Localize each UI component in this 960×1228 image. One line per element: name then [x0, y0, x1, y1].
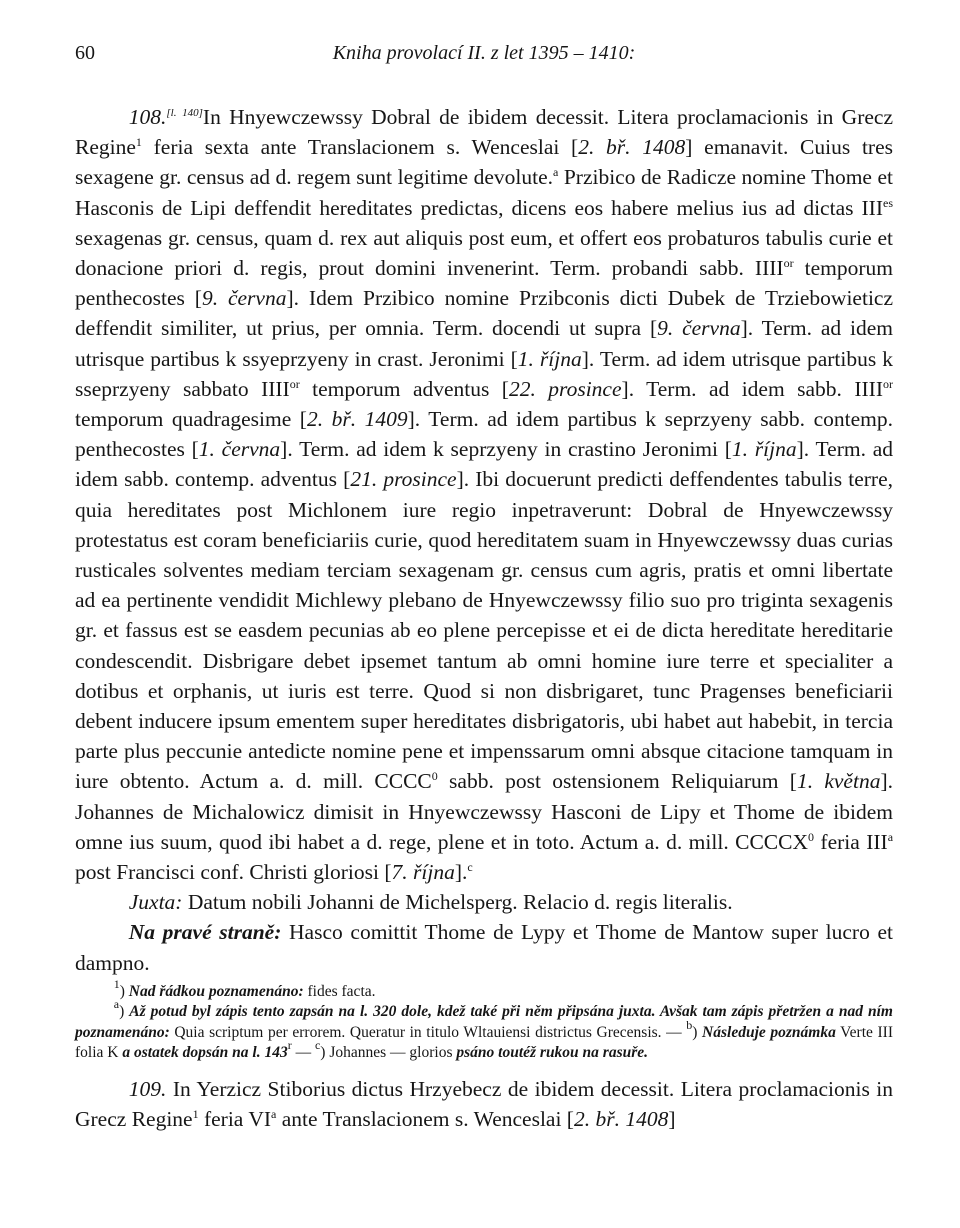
right-side-note	[75, 917, 893, 977]
superscript: r	[287, 1038, 292, 1053]
footnote-label: Následuje poznámka	[702, 1023, 836, 1041]
footnote-text: —	[291, 1044, 315, 1062]
entry-text: feria VI	[198, 1107, 272, 1132]
footnote-marker: c	[314, 1038, 321, 1053]
spacer	[75, 1064, 893, 1074]
superscript: or	[882, 376, 893, 391]
juxta-text: Datum nobili Johanni de Michelsperg. Relacio d. regis literalis.	[182, 890, 733, 915]
footnote-ref: 1	[192, 1107, 199, 1122]
superscript: es	[883, 195, 893, 210]
right-side-label: Na pravé straně:	[128, 920, 282, 945]
running-title: Kniha provolací II. z let 1395 – 1410:	[332, 42, 636, 64]
footnote-text: fides facta.	[303, 982, 376, 1000]
date-gloss: 9. června	[657, 316, 741, 341]
footnote-marker: a	[113, 997, 120, 1012]
superscript: or	[783, 256, 794, 271]
date-gloss: 1. května	[796, 769, 881, 794]
entry-number: 108.	[128, 105, 167, 129]
entry-text: ]. Term. ad idem k seprzyeny in crastino Jeronimi [	[280, 437, 732, 462]
entry-text: temporum adventus [	[299, 376, 509, 401]
entry-text: ]	[668, 1107, 676, 1132]
footnote-ref: a	[553, 165, 559, 180]
entry-text: ante Translacionem s. Wenceslai [	[276, 1107, 574, 1132]
date-gloss: 2. bř. 1409	[306, 407, 408, 432]
juxta-note	[75, 887, 893, 917]
footnote-label: Nad řádkou poznamenáno:	[128, 982, 304, 1000]
date-gloss: 21. prosince	[350, 467, 457, 492]
entry-text: ]. Term. ad idem sabb. contemp. adventus [	[75, 437, 894, 492]
entry-text: post Francisci conf. Christi gloriosi [	[75, 860, 392, 885]
superscript: a	[271, 1107, 277, 1122]
footnote-text: Johannes — glorios	[325, 1044, 453, 1062]
entry-108	[75, 98, 893, 887]
footnote-marker: b	[686, 1017, 693, 1032]
footnote-marker: 1	[113, 976, 120, 991]
right-side-text: Hasco comittit Thome de Lypy et Thome de Mantow super lucro et dampno.	[75, 920, 893, 975]
date-gloss: 22. prosince	[508, 376, 622, 401]
superscript: or	[289, 376, 300, 391]
date-gloss: 9. června	[201, 286, 287, 311]
entry-text: ] emanavit. Cuius tres sexagene gr. census ad d. regem sunt legitime devolute.	[75, 135, 893, 190]
date-gloss: 2. bř. 1408	[573, 1107, 669, 1132]
entry-text: ]. Term. ad idem sabb. IIII	[621, 376, 883, 401]
date-gloss: 1. října	[731, 437, 797, 462]
entry-text: feria III	[814, 829, 888, 854]
entry-text: ]. Term. ad idem partibus k seprzyeny sabb. contemp. penthecostes [	[75, 407, 893, 462]
page-number: 60	[75, 42, 95, 64]
superscript: 0	[808, 829, 814, 844]
footnote-a-b-c: $^a$) Až potud byl zápis tento zapsán na l. 320 dole, kdež také při něm připsána juxta. Avšak tam zápis přetržen a nad ním poznamenáno: Quia scriptum per errorem. Queratur in titulo Wltauiensi districtus Grecensis. — $^b$) Následuje poznámka Verte III folia K a ostatek dopsán na l. 143$^r$ — $^c$) Johannes — glorios psáno toutéž rukou na rasuře.	[75, 997, 893, 1062]
footnote-label: Až potud byl zápis tento zapsán na l. 320 dole, kdež také při něm připsána juxta. Avšak tam zápis přetržen a nad ním poznamenáno:	[75, 1003, 893, 1041]
date-gloss: 2. bř. 1408	[578, 135, 686, 160]
entry-text: ]. Idem Przibico nomine Przibconis dicti Dubek de Trziebowieticz deffendit similiter, ut prius, per omnia. Term. docendi ut supra [	[75, 286, 894, 341]
entry-text: sabb. post ostensionem Reliquiarum [	[437, 769, 797, 794]
entry-text: In Hnyewczewssy Dobral de ibidem decessit. Litera proclamacionis in Grecz Regine	[75, 105, 893, 160]
footnote-text: Quia scriptum per errorem. Queratur in titulo Wltauiensi districtus Grecensis. —	[169, 1023, 687, 1041]
footnote-label: psáno toutéž rukou na rasuře.	[456, 1044, 649, 1062]
entry-text: ].	[454, 860, 468, 885]
footnote-ref: 1	[135, 135, 142, 150]
date-gloss: 1. října	[517, 346, 582, 371]
footnote-ref: c	[467, 860, 473, 875]
entry-text: ]. Johannes de Michalowicz dimisit in Hnyewczewssy Hasconi de Lipy et Thome de ibidem omne ius suum, quod ibi habet a d. rege, plene et in toto. Actum a. d. mill. CCCCX	[75, 769, 893, 854]
entry-text: Przibico de Radicze nomine Thome et Hasconis de Lipi deffendit hereditates predictas, dicens eos habere melius ius ad dictas III	[75, 165, 893, 220]
marginal-folio: [l. 140]	[166, 107, 203, 119]
superscript: 0	[431, 769, 438, 784]
date-gloss: 1. června	[198, 437, 281, 462]
entry-text: sexagenas gr. census, quam d. rex aut aliquis post eum, et offert eos probaturos tabulis curie et donacione priori d. regis, prout domini invenerint. Term. probandi sabb. IIII	[75, 225, 893, 281]
document-body	[75, 98, 893, 1134]
entry-text: ]. Term. ad idem utrisque partibus k sseprzyeny sabbato IIII	[75, 346, 893, 401]
superscript: a	[887, 829, 894, 844]
entry-109	[75, 1074, 893, 1134]
footnote-label: a ostatek dopsán na l. 143	[122, 1044, 288, 1062]
entry-text: temporum penthecostes [	[75, 256, 893, 311]
entry-text: In Yerzicz Stiborius dictus Hrzyebecz de ibidem decessit. Litera proclamacionis in Grecz Regine	[75, 1076, 894, 1132]
entry-text: ]. Ibi docuerunt predicti deffendentes tabulis terre, quia hereditates post Michlonem iure regio inpetraverunt: Dobral de Hnyewczewssy protestatus est coram beneficiariis curie, quod hereditatem suam in Hnyewczewssy duas curias rusticales solventes mediam terciam sexagenam gr. census cum agris, pratis et omni libertate ad ea pertinente vendidit Michlewy plebano de Hnyewczewssy filio suo pro triginta sexagenis gr. et fassus est se easdem pecunias ab eo plene percepisse et ei de dicta hereditate hereditarie condescendit. Disbrigare debet ipsemet tantum ab omni homine iure terre et specialiter a dotibus et orphanis, ut iuris est terre. Quod si non disbrigaret, tunc Pragenses beneficiarii debent inducere ipsum ementem super hereditates disbrigatoris, ubi habet aut habebit, in tercia parte plus peccunie antedicte nomine pene et impenssarum omni absque citacione tamquam in iure obtento. Actum a. d. mill. CCCC	[75, 467, 893, 794]
date-gloss: 7. října	[391, 860, 455, 885]
footnotes	[75, 976, 893, 1064]
entry-text: ]. Term. ad idem utrisque partibus k ssyeprzyeny in crast. Jeronimi [	[75, 316, 894, 371]
entry-number: 109.	[128, 1076, 167, 1101]
running-header	[75, 42, 893, 72]
juxta-label: Juxta:	[128, 890, 183, 915]
footnote-text: Verte III folia K	[75, 1023, 893, 1062]
entry-text: temporum quadragesime [	[75, 407, 307, 432]
footnote-1: $^1$) Nad řádkou poznamenáno: fides facta.	[113, 976, 376, 1000]
entry-text: feria sexta ante Translacionem s. Wenceslai [	[141, 135, 579, 160]
